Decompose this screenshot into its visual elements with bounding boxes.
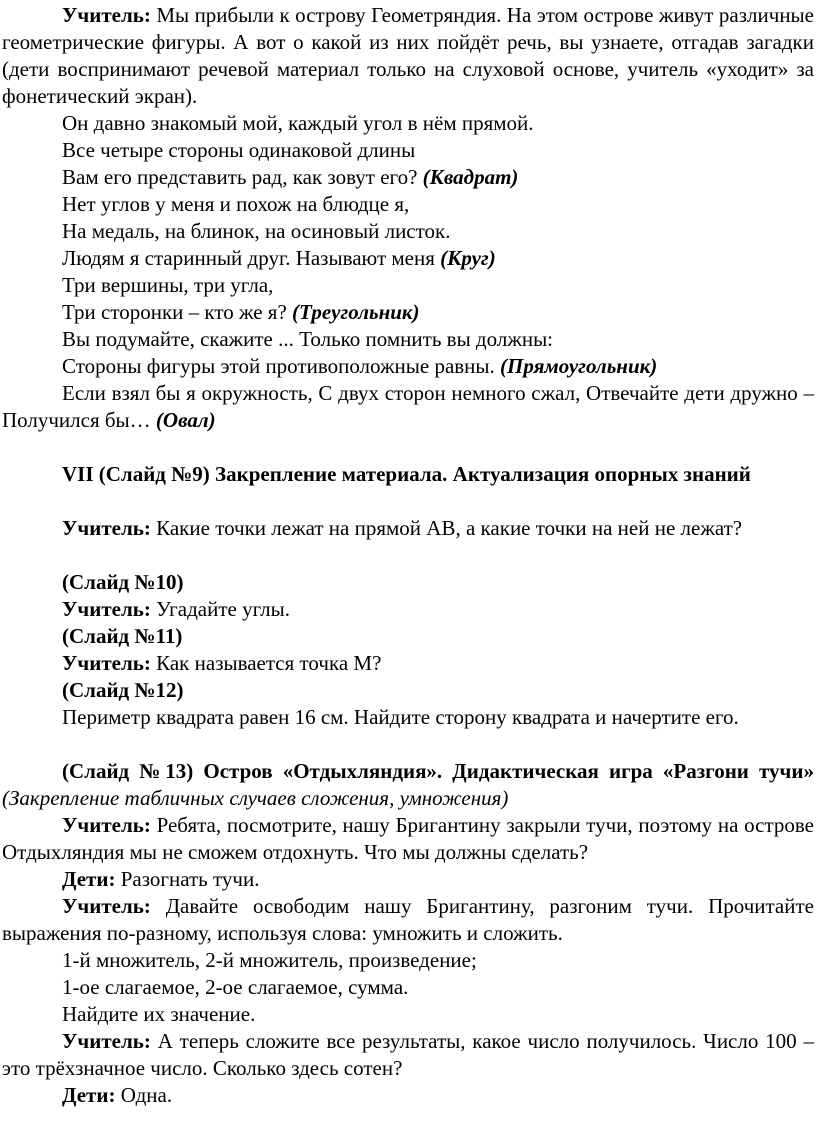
speaker-label: Учитель: [62, 516, 151, 540]
spacer [2, 488, 814, 515]
slide-label [2, 623, 814, 650]
riddle-line: Три вершины, три угла, [62, 273, 274, 297]
riddle-answer: (Квадрат) [422, 165, 519, 189]
riddle-line [2, 299, 814, 326]
speaker-label: Дети: [62, 867, 116, 891]
riddle-line [2, 245, 814, 272]
paragraph-text: Разогнать тучи. [115, 867, 260, 891]
intro-paragraph [2, 2, 814, 110]
speaker-label: Учитель: [62, 1029, 151, 1053]
spacer [2, 434, 814, 461]
riddle-text: Если взял бы я окружность, С двух сторон немного сжал, Отвечайте дети дружно – Получился бы… [2, 381, 814, 432]
riddle-answer: (Круг) [440, 246, 496, 270]
speaker-label: Учитель: [62, 597, 151, 621]
paragraph-text: Ребята, посмотрите, нашу Бригантину закрыли тучи, поэтому на острове Отдыхляндия мы не сможем отдохнуть. Что мы должны сделать? [2, 813, 814, 864]
dialogue-line [2, 596, 814, 623]
riddle-answer: (Прямоугольник) [500, 354, 658, 378]
spacer [2, 542, 814, 569]
riddle-text: Вам его представить рад, как зовут его? [62, 165, 423, 189]
riddle-line: Он давно знакомый мой, каждый угол в нём прямой. [62, 111, 534, 135]
slide-label-text: (Слайд №12) [62, 678, 184, 702]
text-line: 1-й множитель, 2-й множитель, произведение; [62, 948, 477, 972]
section-note: (Закрепление табличных случаев сложения, умножения) [2, 786, 509, 810]
riddle-line [2, 353, 814, 380]
riddle-answer: (Треугольник) [292, 300, 420, 324]
question-paragraph [2, 515, 814, 542]
section-heading-text: (Слайд №13) Остров «Отдыхляндия». Дидактическая игра «Разгони тучи» [62, 759, 814, 783]
spacer [2, 731, 814, 758]
dialogue-paragraph [2, 893, 814, 947]
riddle-text: Три сторонки – кто же я? [62, 300, 293, 324]
riddle-line [2, 380, 814, 434]
section-heading [2, 461, 814, 488]
section-heading-text: VII (Слайд №9) Закрепление материала. Актуализация опорных знаний [62, 462, 751, 486]
riddle-answer: (Овал) [155, 408, 216, 432]
riddle-text: Людям я старинный друг. Называют меня [62, 246, 441, 270]
riddle-line [2, 164, 814, 191]
dialogue-paragraph [2, 812, 814, 866]
speaker-label: Учитель: [62, 651, 151, 675]
paragraph-text: Одна. [115, 1083, 173, 1107]
slide-label-text: (Слайд №10) [62, 570, 184, 594]
slide-label [2, 677, 814, 704]
task-line: Периметр квадрата равен 16 см. Найдите сторону квадрата и начертите его. [62, 705, 739, 729]
dialogue-line [2, 1082, 814, 1109]
paragraph-text: Как называется точка М? [150, 651, 382, 675]
speaker-label: Учитель: [62, 813, 151, 837]
slide-label-text: (Слайд №11) [62, 624, 183, 648]
slide-label [2, 569, 814, 596]
paragraph-text: Угадайте углы. [150, 597, 290, 621]
text-line: 1-ое слагаемое, 2-ое слагаемое, сумма. [62, 975, 409, 999]
paragraph-text: Мы прибыли к острову Геометряндия. На этом острове живут различные геометрические фигуры. А вот о какой из них пойдёт речь, вы узнаете, отгадав загадки (дети воспринимают речевой материал только на слуховой основе, учитель «уходит» за фонетический экран). [2, 3, 814, 108]
speaker-label: Дети: [62, 1083, 116, 1107]
speaker-label: Учитель: [62, 894, 151, 918]
riddle-line: Вы подумайте, скажите ... Только помнить вы должны: [62, 327, 554, 351]
riddle-line: На медаль, на блинок, на осиновый листок. [62, 219, 451, 243]
riddle-line: Нет углов у меня и похож на блюдце я, [62, 192, 410, 216]
dialogue-line [2, 866, 814, 893]
dialogue-paragraph [2, 1028, 814, 1082]
paragraph-text: А теперь сложите все результаты, какое число получилось. Число 100 – это трёхзначное число. Сколько здесь сотен? [2, 1029, 814, 1080]
speaker-label: Учитель: [62, 3, 151, 27]
paragraph-text: Давайте освободим нашу Бригантину, разгоним тучи. Прочитайте выражения по-разному, используя слова: умножить и сложить. [2, 894, 814, 945]
paragraph-text: Какие точки лежат на прямой АВ, а какие точки на ней не лежат? [150, 516, 743, 540]
riddle-line: Все четыре стороны одинаковой длины [62, 138, 416, 162]
riddle-text: Стороны фигуры этой противоположные равны. [62, 354, 501, 378]
text-line: Найдите их значение. [62, 1002, 256, 1026]
dialogue-line [2, 650, 814, 677]
section-heading [2, 758, 814, 812]
